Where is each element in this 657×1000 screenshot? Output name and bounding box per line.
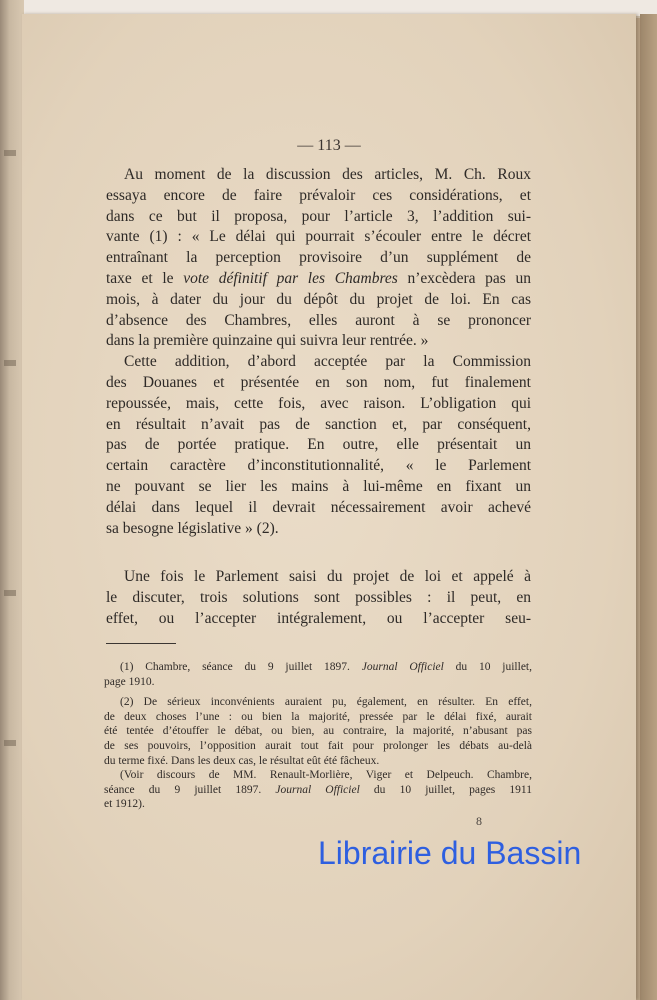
text-line	[104, 695, 532, 710]
text-line	[106, 165, 531, 186]
text-segment: (Voir discours de MM. Renault-Morlière, Viger et Delpeuch. Chambre,	[120, 769, 532, 782]
text-line	[104, 724, 532, 739]
text-segment: le discuter, trois solutions sont possibles : il peut, en	[106, 589, 531, 607]
text-segment: du 10 juillet,	[443, 661, 532, 673]
text-segment: d’absence des Chambres, elles auront à se prononcer	[106, 311, 531, 329]
text-line	[106, 435, 531, 456]
text-segment: en résultait n’avait pas de sanction et, par conséquent,	[106, 415, 531, 433]
text-segment: certain caractère d’inconstitutionnalité, « le Parlement	[106, 457, 531, 475]
text-line	[106, 519, 531, 540]
text-segment: n’excèdera pas un	[397, 269, 531, 287]
text-segment: du terme fixé. Dans les deux cas, le résultat eût été fâcheux.	[104, 754, 380, 767]
text-segment: de deux choses l’une : ou bien la majorité, pressée par le délai fixé, aurait	[104, 710, 532, 723]
text-segment: Au moment de la discussion des articles, M. Ch. Roux	[124, 166, 531, 183]
text-segment: page 1910.	[104, 675, 155, 688]
text-line	[106, 311, 531, 332]
text-line	[106, 394, 531, 415]
text-line	[104, 660, 532, 675]
text-line	[106, 415, 531, 436]
text-line	[106, 227, 531, 248]
text-line	[106, 609, 531, 630]
text-segment: effet, ou l’accepter intégralement, ou l’accepter seu-	[106, 609, 531, 627]
book-cover-edge	[640, 14, 657, 1000]
text-line	[104, 754, 532, 769]
text-segment: repoussée, mais, cette fois, avec raison. L’obligation qui	[106, 394, 531, 412]
text-segment: taxe et le	[106, 269, 184, 287]
italic-text: Journal Officiel	[361, 661, 444, 673]
text-segment: (1) Chambre, séance du 9 juillet 1897.	[120, 661, 362, 673]
book-spine	[0, 0, 24, 1000]
text-line	[106, 269, 531, 290]
text-line	[106, 477, 531, 498]
text-segment: Cette addition, d’abord acceptée par la Commission	[124, 353, 531, 371]
text-line	[106, 290, 531, 311]
text-line	[106, 248, 531, 269]
text-line	[106, 588, 531, 609]
text-line	[104, 797, 532, 812]
signature-mark: 8	[476, 814, 482, 828]
text-line	[106, 352, 531, 373]
text-segment: Une fois le Parlement saisi du projet de loi et appelé à	[124, 568, 531, 586]
text-segment: de ses pouvoirs, l’opposition aurait tout fait pour prolonger les débats au-delà	[104, 739, 532, 752]
text-line	[106, 207, 531, 228]
text-segment: (2) De sérieux inconvénients auraient pu, également, en résulter. En effet,	[120, 696, 532, 709]
text-segment: ne pouvant se lier les mains à lui-même en fixant un	[106, 477, 531, 495]
text-segment: des Douanes et présentée en son nom, fut finalement	[106, 373, 531, 391]
text-segment: entraînant la perception provisoire d’un supplément de	[106, 249, 531, 267]
text-line	[106, 567, 531, 588]
body-text	[106, 165, 531, 630]
text-segment: été tentée d’étouffer le débat, ou bien, au contraire, la majorité, n’abusant pas	[104, 725, 532, 738]
text-line	[106, 498, 531, 519]
page-number: — 113 —	[297, 137, 361, 154]
text-segment: essaya encore de faire prévaloir ces considérations, et	[106, 186, 531, 204]
text-line	[104, 739, 532, 754]
facing-page-mark	[4, 150, 16, 156]
text-segment: pas de portée pratique. En outre, elle présentait un	[106, 436, 531, 454]
text-segment: et 1912).	[104, 798, 145, 811]
facing-page-mark	[4, 740, 16, 746]
text-segment: mois, à dater du jour du dépôt du projet de loi. En cas	[106, 290, 531, 308]
text-line	[104, 710, 532, 725]
text-segment: dans la première quinzaine qui suivra leur rentrée. »	[106, 332, 429, 350]
italic-text: vote définitif par les Chambres	[183, 269, 398, 287]
watermark: Librairie du Bassin	[318, 835, 582, 871]
text-line	[106, 331, 531, 352]
text-segment: séance du 9 juillet 1897.	[104, 783, 276, 796]
text-segment: vante (1) : « Le délai qui pourrait s’écouler entre le décret	[106, 228, 531, 246]
text-line	[104, 675, 532, 690]
paragraph-gap	[106, 539, 531, 567]
text-line	[106, 456, 531, 477]
text-segment: sa besogne législative » (2).	[106, 519, 279, 537]
text-line	[106, 186, 531, 207]
text-line	[104, 768, 532, 783]
text-line	[104, 783, 532, 798]
text-segment: du 10 juillet, pages 1911	[359, 783, 532, 796]
facing-page-mark	[4, 360, 16, 366]
facing-page-mark	[4, 590, 16, 596]
footnotes	[104, 660, 532, 812]
text-segment: délai dans lequel il devrait nécessairement avoir achevé	[106, 498, 531, 516]
footnote-rule	[106, 643, 176, 644]
italic-text: Journal Officiel	[275, 783, 360, 796]
text-segment: dans ce but il proposa, pour l’article 3, l’addition sui-	[106, 207, 531, 225]
text-line	[106, 373, 531, 394]
